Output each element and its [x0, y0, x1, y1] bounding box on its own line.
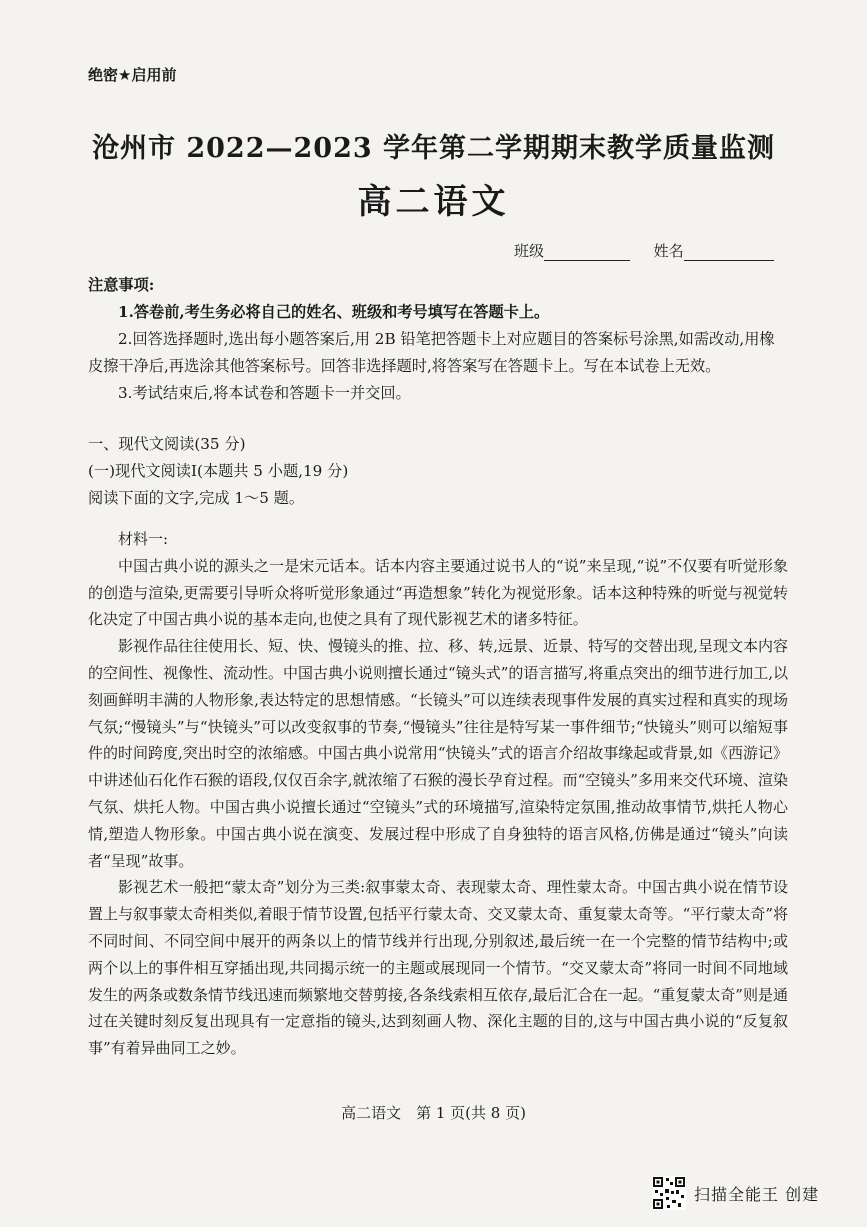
material-label: 材料一:	[118, 530, 169, 548]
scanner-watermark-text: 扫描全能王 创建	[694, 1184, 820, 1204]
section-block	[88, 431, 788, 512]
note-item-2: 2.回答选择题时,选出每小题答案后,用 2B 铅笔把答题卡上对应题目的答案标号涂黑,如需改动,用橡皮擦干净后,再选涂其他答案标号。回答非选择题时,将答案写在答题卡上。写在本试卷上无效。	[88, 330, 775, 375]
student-info-fields	[514, 240, 774, 261]
notes-title: 注意事项:	[88, 276, 155, 294]
name-label: 姓名	[653, 242, 684, 260]
page-footer: 高二语文 第 1 页(共 8 页)	[341, 1104, 526, 1122]
material-block	[88, 526, 788, 1062]
material-paragraph-3: 影视艺术一般把“蒙太奇”划分为三类:叙事蒙太奇、表现蒙太奇、理性蒙太奇。中国古典小说在情节设置上与叙事蒙太奇相类似,着眼于情节设置,包括平行蒙太奇、交叉蒙太奇、重复蒙太奇等。“平行蒙太奇”将不同时间、不同空间中展开的两条以上的情节线并行出现,分别叙述,最后统一在一个完整的情节结构中;或两个以上的事件相互穿插出现,共同揭示统一的主题或展现同一个情节。“交叉蒙太奇”将同一时间不同地域发生的两条或数条情节线迅速而频繁地交替剪接,各条线索相互依存,最后汇合在一起。“重复蒙太奇”则是通过在关键时刻反复出现具有一定意指的镜头,达到刻画人物、深化主题的目的,这与中国古典小说的“反复叙事”有着异曲同工之妙。	[88, 878, 788, 1058]
qr-code-icon	[652, 1176, 686, 1210]
material-paragraph-1: 中国古典小说的源头之一是宋元话本。话本内容主要通过说书人的“说”来呈现,“说”不仅要有听觉形象的创造与渲染,更需要引导听众将听觉形象通过“再造想象”转化为视觉形象。话本这种特殊的听觉与视觉转化决定了中国古典小说的基本走向,也使之具有了现代影视艺术的诸多特征。	[88, 556, 788, 629]
scanner-watermark	[652, 1176, 819, 1210]
class-input-line[interactable]	[544, 244, 630, 261]
exam-title: 沧州市 2022—2023 学年第二学期期末教学质量监测	[91, 133, 776, 164]
note-item-1: 1.答卷前,考生务必将自己的姓名、班级和考号填写在答题卡上。	[118, 303, 550, 321]
notes-block	[88, 272, 788, 407]
material-paragraph-2: 影视作品往往使用长、短、快、慢镜头的推、拉、移、转,远景、近景、特写的交替出现,呈现文本内容的空间性、视像性、流动性。中国古典小说则擅长通过“镜头式”的语言描写,将重点突出的细节进行加工,以刻画鲜明丰满的人物形象,表达特定的思想情感。“长镜头”可以连续表现事件发展的真实过程和真实的现场气氛;“慢镜头”与“快镜头”可以改变叙事的节奏,“慢镜头”往往是特写某一事件细节;“快镜头”则可以缩短事件的时间跨度,突出时空的浓缩感。中国古典小说常用“快镜头”式的语言介绍故事缘起或背景,如《西游记》中讲述仙石化作石猴的语段,仅仅百余字,就浓缩了石猴的漫长孕育过程。而“空镜头”多用来交代环境、渲染气氛、烘托人物。中国古典小说擅长通过“空镜头”式的环境描写,渲染特定氛围,推动故事情节,烘托人物心情,塑造人物形象。中国古典小说在演变、发展过程中形成了自身独特的语言风格,仿佛是通过“镜头”向读者“呈现”故事。	[88, 637, 788, 870]
class-label: 班级	[514, 242, 545, 260]
name-input-line[interactable]	[684, 244, 774, 261]
section-instruction: 阅读下面的文字,完成 1～5 题。	[88, 489, 305, 507]
secret-mark: 绝密★启用前	[88, 66, 177, 84]
section-heading: 一、现代文阅读(35 分)	[88, 435, 246, 453]
subject-title: 高二语文	[357, 182, 510, 222]
section-subheading: (一)现代文阅读Ⅰ(本题共 5 小题,19 分)	[88, 462, 349, 480]
note-item-3: 3.考试结束后,将本试卷和答题卡一并交回。	[118, 384, 411, 402]
